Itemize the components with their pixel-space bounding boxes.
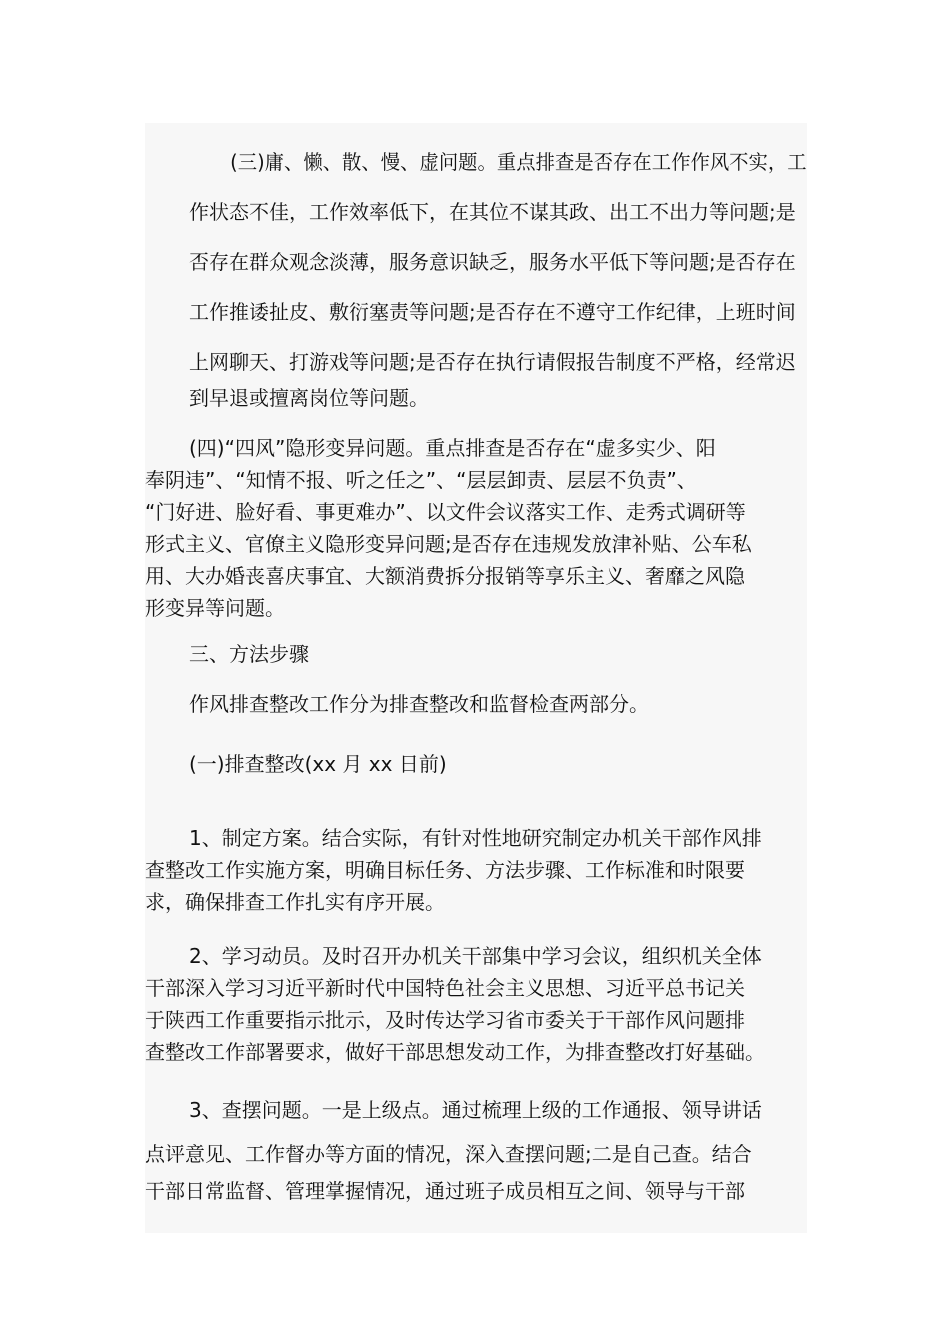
text-line: 形式主义、官僚主义隐形变异问题;是否存在违规发放津补贴、公车私 (145, 532, 752, 556)
subheading-rectification (145, 748, 807, 780)
text-line: 1、制定方案。结合实际，有针对性地研究制定办机关干部作风排 (189, 826, 762, 850)
text-line: (一)排查整改(xx 月 xx 日前) (189, 752, 447, 776)
text-line: 求，确保排查工作扎实有序开展。 (145, 890, 445, 914)
text-line: 干部日常监督、管理掌握情况，通过班子成员相互之间、领导与干部 (145, 1179, 745, 1203)
text-line: 于陕西工作重要指示批示，及时传达学习省市委关于干部作风问题排 (145, 1008, 745, 1032)
text-line: 点评意见、工作督办等方面的情况，深入查摆问题;二是自己查。结合 (145, 1142, 752, 1166)
paragraph-step-find-problems (145, 1088, 807, 1206)
paragraph-four-winds-issues (145, 432, 807, 624)
text-line: 作状态不佳，工作效率低下，在其位不谋其政、出工不出力等问题;是 (189, 200, 796, 224)
text-line: 3、查摆问题。一是上级点。通过梳理上级的工作通报、领导讲话 (189, 1098, 762, 1122)
text-line: 奉阴违”、“知情不报、听之任之”、“层层卸责、层层不负责”、 (145, 468, 697, 492)
text-line: 查整改工作实施方案，明确目标任务、方法步骤、工作标准和时限要 (145, 858, 745, 882)
text-line: 干部深入学习习近平新时代中国特色社会主义思想、习近平总书记关 (145, 976, 745, 1000)
text-line: (四)“四风”隐形变异问题。重点排查是否存在“虚多实少、阳 (189, 436, 716, 460)
text-line: 否存在群众观念淡薄，服务意识缺乏，服务水平低下等问题;是否存在 (189, 250, 796, 274)
text-line: 三、方法步骤 (189, 642, 309, 666)
section-heading-methods (145, 638, 807, 670)
text-line: 上网聊天、打游戏等问题;是否存在执行请假报告制度不严格，经常迟 (189, 350, 796, 374)
paragraph-step-study (145, 940, 807, 1068)
text-line: 用、大办婚丧喜庆事宜、大额消费拆分报销等享乐主义、奢靡之风隐 (145, 564, 745, 588)
paragraph-step-plan (145, 822, 807, 918)
text-line: 到早退或擅离岗位等问题。 (189, 386, 429, 410)
text-line: 工作推诿扯皮、敷衍塞责等问题;是否存在不遵守工作纪律，上班时间 (189, 300, 796, 324)
text-line: 查整改工作部署要求，做好干部思想发动工作，为排查整改打好基础。 (145, 1040, 765, 1064)
text-line: 作风排查整改工作分为排查整改和监督检查两部分。 (189, 692, 649, 716)
text-line: 形变异等问题。 (145, 596, 285, 620)
paragraph-laziness-issues (145, 137, 807, 409)
paragraph-overview (145, 688, 807, 720)
text-line: 2、学习动员。及时召开办机关干部集中学习会议，组织机关全体 (189, 944, 762, 968)
text-line: “门好进、脸好看、事更难办”、以文件会议落实工作、走秀式调研等 (145, 500, 746, 524)
text-line: (三)庸、懒、散、慢、虚问题。重点排查是否存在工作作风不实，工 (230, 150, 807, 174)
